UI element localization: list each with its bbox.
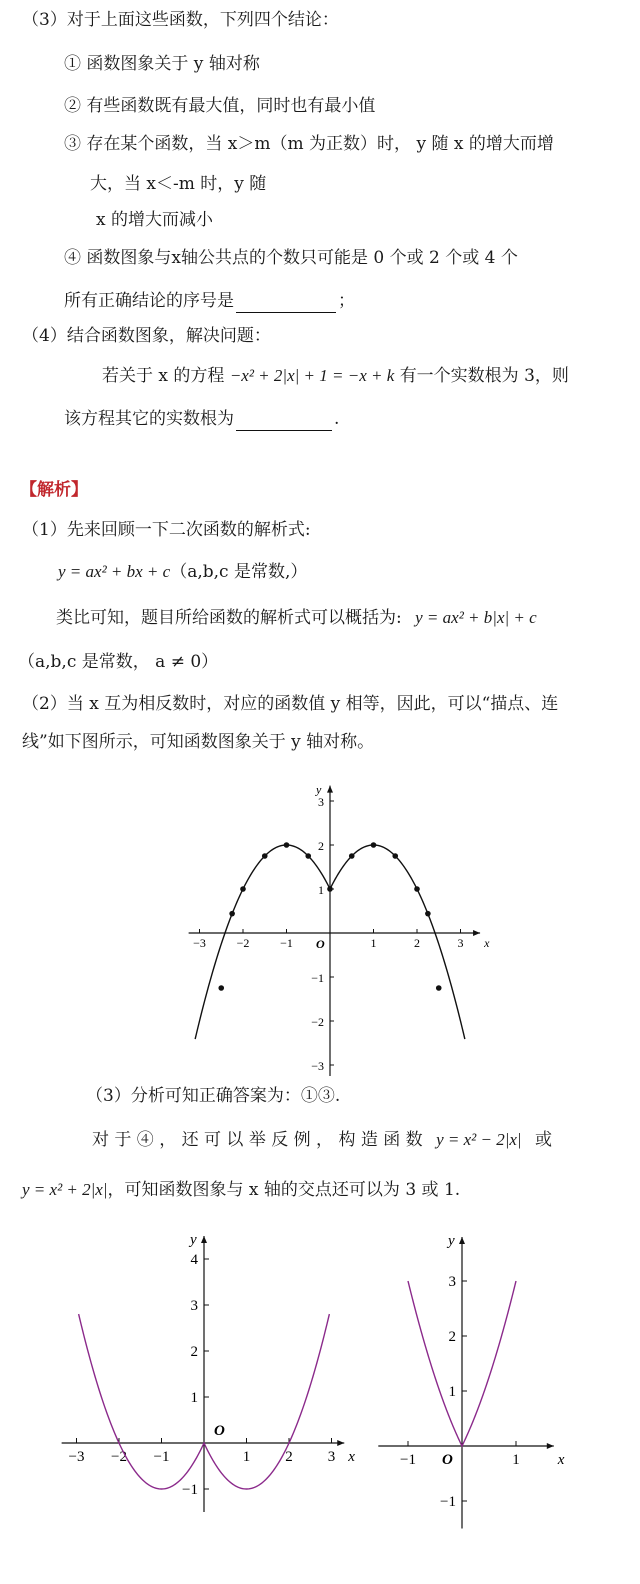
x-tick-label: 1: [242, 1449, 251, 1465]
y-tick-label: −1: [311, 971, 324, 985]
origin-label: O: [442, 1452, 453, 1468]
y-axis-label: y: [316, 782, 322, 797]
y-tick-label: 2: [448, 1329, 456, 1345]
y-tick-label: 1: [448, 1384, 456, 1400]
conclusion-1: ① 函数图象关于 y 轴对称: [64, 54, 260, 74]
plotted-point: [327, 886, 333, 892]
x-tick-label: −2: [236, 936, 250, 950]
analysis-p4-tail: ，可知函数图象与 x 轴的交点还可以为 3 或 1.: [107, 1180, 461, 1200]
analysis-title: 【解析】: [20, 480, 88, 500]
x-tick-label: 1: [512, 1452, 520, 1468]
counterexample-1: y = x² − 2|x|: [436, 1130, 522, 1149]
plotted-point: [284, 842, 290, 848]
analysis-p4-line-1: [92, 1128, 552, 1152]
x-tick-label: −1: [400, 1452, 416, 1468]
q3-ask-text: 所有正确结论的序号是: [64, 291, 234, 311]
y-tick-label: 1: [318, 883, 324, 897]
counterexample-2: y = x² + 2|x|: [22, 1180, 108, 1199]
analysis-p4-or: 或: [535, 1130, 552, 1150]
graph-3-plot: [378, 1233, 565, 1529]
y-axis-arrow: [327, 786, 333, 793]
analysis-p1: （1）先来回顾一下二次函数的解析式:: [22, 520, 311, 540]
q3-intro: （3）对于上面这些函数，下列四个结论：: [22, 10, 339, 30]
x-tick-label: −1: [153, 1449, 170, 1465]
analysis-p2-line-1: （2）当 x 互为相反数时，对应的函数值 y 相等，因此，可以“描点、连: [22, 694, 559, 714]
y-axis-label: y: [190, 1232, 197, 1248]
x-axis-arrow: [547, 1443, 554, 1449]
conclusion-2: ② 有些函数既有最大值，同时也有最小值: [64, 96, 376, 116]
conclusion-3-line-2: 大，当 x＜-m 时，y 随: [90, 174, 267, 194]
y-tick-label: −2: [311, 1015, 324, 1029]
x-axis-arrow: [337, 1440, 344, 1446]
q4-equation: −x² + 2|x| + 1 = −x + k: [229, 366, 395, 385]
x-tick-label: 2: [285, 1449, 293, 1465]
y-tick-label: 3: [318, 795, 324, 809]
plotted-point: [262, 853, 268, 859]
y-tick-label: 2: [318, 839, 324, 853]
general-formula: y = ax² + b|x| + c: [415, 608, 537, 627]
y-tick-label: −3: [311, 1059, 324, 1073]
x-axis-label: x: [557, 1452, 565, 1468]
x-tick-label: 3: [457, 936, 464, 950]
graph-1-plot: [189, 783, 490, 1076]
y-axis-arrow: [201, 1236, 207, 1243]
plotted-point: [425, 911, 431, 917]
y-tick-label: 2: [190, 1344, 198, 1360]
analysis-p4-text: 对 于 ④ ， 还 可 以 举 反 例 ， 构 造 函 数: [92, 1130, 423, 1150]
x-tick-label: −3: [68, 1449, 85, 1465]
quadratic-formula: y = ax² + bx + c: [58, 562, 171, 581]
origin-label: O: [214, 1423, 225, 1439]
q4-line-1-pre: 若关于 x 的方程: [102, 366, 225, 386]
y-tick-label: 3: [448, 1274, 456, 1290]
origin-label: O: [316, 937, 325, 951]
analysis-p1-b-text: 类比可知，题目所给函数的解析式可以概括为:: [56, 608, 402, 628]
x-tick-label: −3: [193, 936, 206, 950]
x-tick-label: −2: [111, 1449, 127, 1465]
plotted-point: [414, 886, 420, 892]
plotted-point: [229, 911, 235, 917]
plotted-point: [371, 842, 377, 848]
y-axis-arrow: [459, 1237, 465, 1244]
graph-2-plot: [62, 1232, 356, 1512]
y-tick-label: 4: [190, 1252, 198, 1268]
plotted-point: [218, 985, 224, 991]
x-axis-label: x: [348, 1449, 355, 1465]
x-tick-label: 1: [370, 936, 377, 950]
y-tick-label: 3: [190, 1298, 198, 1314]
y-tick-label: −1: [440, 1494, 456, 1510]
x-tick-label: 3: [327, 1449, 336, 1465]
plotted-point: [392, 853, 398, 859]
plotted-point: [305, 853, 311, 859]
q4-line-1-post: 有一个实数根为 3，则: [399, 366, 569, 386]
x-axis-arrow: [473, 930, 480, 936]
x-tick-label: −1: [280, 936, 293, 950]
q4-intro: （4）结合函数图象，解决问题：: [22, 326, 271, 346]
x-axis-label: x: [484, 936, 490, 950]
conclusion-4: ④ 函数图象与x轴公共点的个数只可能是 0 个或 2 个或 4 个: [64, 248, 518, 268]
y-tick-label: −1: [182, 1482, 198, 1498]
plotted-point: [349, 853, 355, 859]
x-tick-label: 2: [414, 936, 420, 950]
y-axis-label: y: [448, 1233, 455, 1249]
conclusion-3-line-1: ③ 存在某个函数，当 x＞m（m 为正数）时， y 随 x 的增大而增: [64, 134, 554, 154]
q4-line-2-text: 该方程其它的实数根为: [64, 409, 234, 429]
q4-line-2-end: .: [334, 409, 340, 429]
q3-ask-end: ；: [338, 291, 355, 311]
quadratic-formula-note: （a,b,c 是常数,）: [170, 562, 308, 582]
analysis-p4-line-2: [22, 1178, 460, 1202]
analysis-p1-c: （a,b,c 是常数， a ≠ 0）: [18, 652, 219, 672]
conclusion-3-line-3: x 的增大而减小: [96, 210, 213, 230]
analysis-p3: （3）分析可知正确答案为：①③.: [86, 1086, 341, 1106]
plotted-point: [436, 985, 442, 991]
analysis-p2-line-2: 线”如下图所示，可知函数图象关于 y 轴对称。: [22, 732, 375, 752]
y-tick-label: 1: [190, 1390, 198, 1406]
plotted-point: [240, 886, 246, 892]
